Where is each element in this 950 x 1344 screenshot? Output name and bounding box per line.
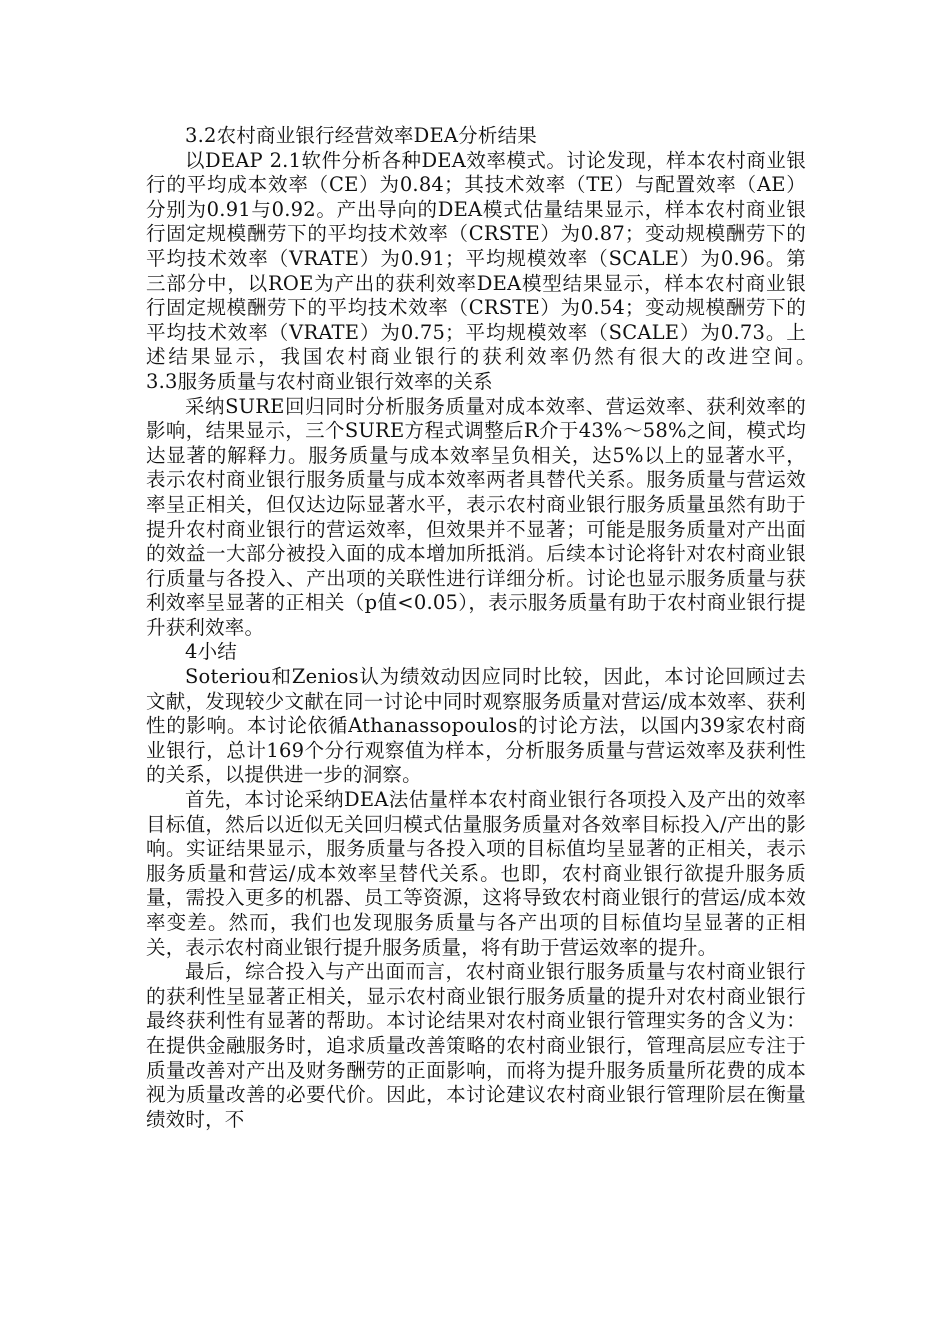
section-heading-4: 4小结: [185, 640, 238, 664]
paragraph-literature: Soteriou和Zenios认为绩效动因应同时比较，因此，本讨论回顾过去文献，发现较少文献在同一讨论中同时观察服务质量对营运/成本效率、获利性的影响。本讨论依循Athanassopoulos的讨论方法，以国内39家农村商业银行，总计169个分行观察值为样本，分析服务质量与营运效率及获利性的关系，以提供进一步的洞察。: [146, 665, 806, 787]
section-heading-3-2: 3.2农村商业银行经营效率DEA分析结果: [185, 124, 537, 147]
paragraph-first: 首先，本讨论采纳DEA法估量样本农村商业银行各项投入及产出的效率目标值，然后以近似无关回归模式估量服务质量对各效率目标投入/产出的影响。实证结果显示，服务质量与各投入项的目标值均呈显著的正相关，表示服务质量和营运/成本效率呈替代关系。也即，农村商业银行欲提升服务质量，需投入更多的机器、员工等资源，这将导致农村商业银行的营运/成本效率变差。然而，我们也发现服务质量与各产出项的目标值均呈显著的正相关，表示农村商业银行提升服务质量，将有助于营运效率的提升。: [146, 788, 806, 959]
document-page: [146, 124, 885, 1132]
paragraph-dea-results: 以DEAP 2.1软件分析各种DEA效率模式。讨论发现，样本农村商业银行的平均成本效率（CE）为0.84；其技术效率（TE）与配置效率（AE）分别为0.91与0.92。产出导向的DEA模式估量结果显示，样本农村商业银行固定规模酬劳下的平均技术效率（CRSTE）为0.87；变动规模酬劳下的平均技术效率（VRATE）为0.91；平均规模效率（SCALE）为0.96。第三部分中，以ROE为产出的获利效率DEA模型结果显示，样本农村商业银行固定规模酬劳下的平均技术效率（CRSTE）为0.54；变动规模酬劳下的平均技术效率（VRATE）为0.75；平均规模效率（SCALE）为0.73。上述结果显示，我国农村商业银行的获利效率仍然有很大的改进空间。 3.3服务质量与农村商业银行效率的关系: [146, 148, 885, 393]
paragraph-finally: 最后，综合投入与产出面而言，农村商业银行服务质量与农村商业银行的获利性呈显著正相关，显示农村商业银行服务质量的提升对农村商业银行最终获利性有显著的帮助。本讨论结果对农村商业银行管理实务的含义为：在提供金融服务时，追求质量改善策略的农村商业银行，管理高层应专注于质量改善对产出及财务酬劳的正面影响，而将为提升服务质量所花费的成本视为质量改善的必要代价。因此，本讨论建议农村商业银行管理阶层在衡量绩效时，不: [146, 960, 806, 1131]
paragraph-sure-regression: 采纳SURE回归同时分析服务质量对成本效率、营运效率、获利效率的影响，结果显示，三个SURE方程式调整后R介于43%～58%之间，模式均达显著的解释力。服务质量与成本效率呈负相关，达5%以上的显著水平，表示农村商业银行服务质量与成本效率两者具替代关系。服务质量与营运效率呈正相关，但仅达边际显著水平，表示农村商业银行服务质量虽然有助于提升农村商业银行的营运效率，但效果并不显著；可能是服务质量对产出面的效益一大部分被投入面的成本增加所抵消。后续本讨论将针对农村商业银行质量与各投入、产出项的关联性进行详细分析。讨论也显示服务质量与获利效率呈显著的正相关（p值<0.05），表示服务质量有助于农村商业银行提升获利效率。: [146, 394, 806, 639]
